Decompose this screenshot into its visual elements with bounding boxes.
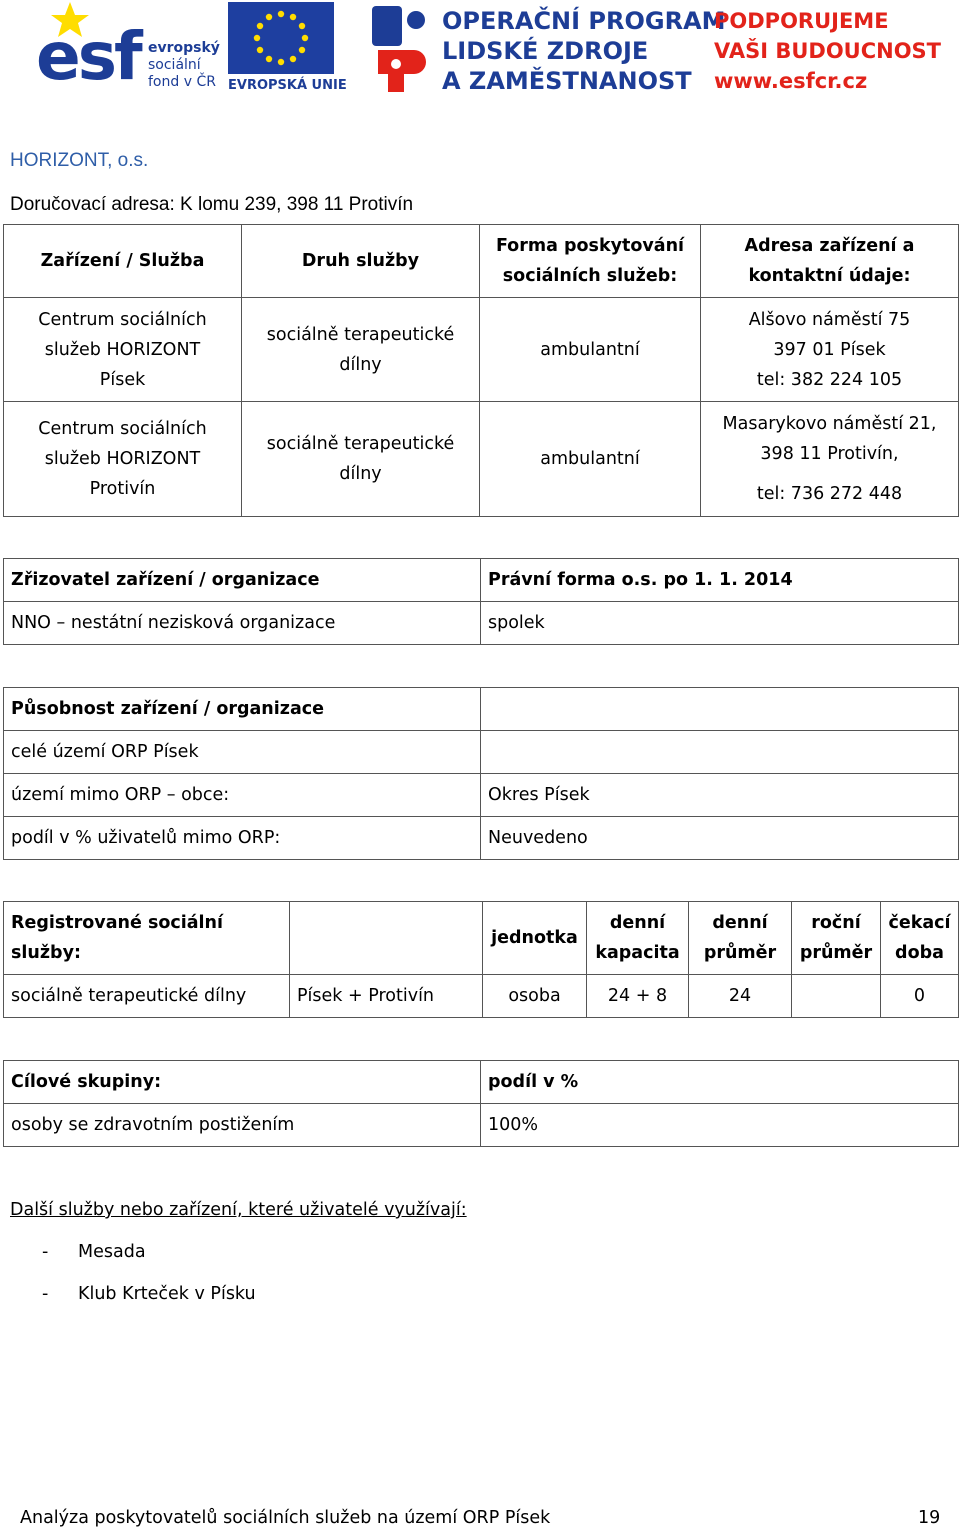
facility-line: Protivín — [89, 479, 156, 499]
slogan-line1: PODPORUJEME — [714, 9, 889, 33]
op-line1: OPERAČNÍ PROGRAM — [442, 7, 726, 35]
services-header-daily-capacity — [587, 902, 689, 975]
founder-value: NNO – nestátní nezisková organizace — [4, 602, 481, 645]
scope-value: Neuvedeno — [481, 817, 959, 860]
facility-line: Písek — [99, 369, 146, 390]
scope-table — [3, 687, 959, 860]
esf-line2: sociální — [148, 57, 201, 73]
header-line: roční — [811, 913, 861, 933]
service-unit: osoba — [483, 975, 587, 1018]
header-line: průměr — [799, 943, 873, 963]
op-figure-icon — [368, 2, 430, 94]
services-header-waiting-time — [881, 902, 959, 975]
service-waiting-time: 0 — [881, 975, 959, 1018]
header-form: Forma poskytování sociálních služeb: — [480, 225, 701, 298]
scope-label: celé území ORP Písek — [4, 731, 481, 774]
service-type-line: sociálně terapeutické — [266, 324, 455, 345]
services-header-unit: jednotka — [483, 902, 587, 975]
list-item: Mesada — [78, 1242, 146, 1262]
target-groups-table — [3, 1060, 959, 1147]
target-group: osoby se zdravotním postižením — [4, 1104, 481, 1147]
header-line: průměr — [703, 943, 777, 963]
target-share-header: podíl v % — [481, 1061, 959, 1104]
service-type-line: dílny — [339, 354, 382, 375]
scope-value: Okres Písek — [481, 774, 959, 817]
form-cell: ambulantní — [480, 402, 701, 517]
scope-label: podíl v % uživatelů mimo ORP: — [4, 817, 481, 860]
service-annual-average — [792, 975, 881, 1018]
table-row — [4, 402, 959, 517]
eu-text: EVROPSKÁ UNIE — [228, 78, 347, 93]
organization-name: HORIZONT, o.s. — [10, 150, 149, 171]
organization-address: Doručovací adresa: K lomu 239, 398 11 Protivín — [10, 194, 414, 215]
scope-label: území mimo ORP – obce: — [4, 774, 481, 817]
slogan-line2: VAŠI BUDOUCNOST — [714, 39, 942, 63]
contact-cell — [701, 402, 959, 517]
services-header-empty — [290, 902, 483, 975]
header-line: doba — [895, 943, 944, 963]
header-line: čekací — [888, 913, 951, 933]
header-facility: Zařízení / Služba — [4, 225, 242, 298]
legal-form-value: spolek — [481, 602, 959, 645]
services-header-title: Registrované sociální služby: — [4, 902, 290, 975]
facility-line: Centrum sociálních — [38, 419, 207, 439]
service-daily-capacity: 24 + 8 — [587, 975, 689, 1018]
scope-header-empty — [481, 688, 959, 731]
service-daily-average: 24 — [689, 975, 792, 1018]
service-type-line: sociálně terapeutické — [266, 434, 455, 454]
header-line: kapacita — [595, 943, 680, 963]
form-cell: ambulantní — [480, 298, 701, 402]
table-row — [4, 975, 959, 1018]
contact-line: tel: 736 272 448 — [756, 484, 903, 504]
contact-line: Masarykovo náměstí 21, — [722, 414, 937, 434]
header-contact: Adresa zařízení a kontaktní údaje: — [701, 225, 959, 298]
op-line2: LIDSKÉ ZDROJE — [442, 37, 649, 65]
table-row — [4, 731, 959, 774]
contact-line: 397 01 Písek — [773, 339, 886, 360]
scope-value — [481, 731, 959, 774]
services-header-daily-average — [689, 902, 792, 975]
esf-line3: fond v ČR — [148, 74, 216, 90]
service-type-cell — [242, 402, 480, 517]
founder-table — [3, 558, 959, 645]
target-groups-header: Cílové skupiny: — [4, 1061, 481, 1104]
slogan-logo — [714, 2, 954, 96]
contact-cell — [701, 298, 959, 402]
table-row — [4, 298, 959, 402]
services-header-annual-average — [792, 902, 881, 975]
target-share: 100% — [481, 1104, 959, 1147]
other-services-heading: Další služby nebo zařízení, které uživatelé využívají: — [10, 1200, 467, 1220]
services-table — [3, 901, 959, 1018]
facility-line: služeb HORIZONT — [44, 339, 201, 360]
slogan-url: www.esfcr.cz — [714, 69, 868, 93]
op-line3: A ZAMĚSTNANOST — [442, 67, 692, 95]
service-location: Písek + Protivín — [290, 975, 483, 1018]
esf-wordmark: esf — [36, 18, 140, 95]
header-line: denní — [609, 913, 666, 933]
facilities-header-row — [4, 225, 959, 298]
facility-line: Centrum sociálních — [38, 309, 207, 330]
legal-form-header: Právní forma o.s. po 1. 1. 2014 — [481, 559, 959, 602]
contact-line: tel: 382 224 105 — [756, 369, 903, 390]
footer-text: Analýza poskytovatelů sociálních služeb na území ORP Písek — [20, 1508, 551, 1528]
op-logo — [368, 2, 726, 96]
table-row — [4, 1104, 959, 1147]
facilities-table — [3, 224, 959, 517]
facility-line: služeb HORIZONT — [44, 449, 201, 469]
table-row — [4, 817, 959, 860]
header-service-type: Druh služby — [242, 225, 480, 298]
bullet-marker: - — [42, 1284, 49, 1304]
header-line: denní — [712, 913, 768, 933]
page-number: 19 — [918, 1508, 941, 1528]
contact-line: 398 11 Protivín, — [760, 444, 899, 464]
contact-line: Alšovo náměstí 75 — [748, 309, 911, 330]
service-type-line: dílny — [339, 464, 382, 484]
footer-divider — [0, 1498, 960, 1499]
esf-logo — [36, 0, 226, 96]
service-name: sociálně terapeutické dílny — [4, 975, 290, 1018]
founder-header: Zřizovatel zařízení / organizace — [4, 559, 481, 602]
bullet-marker: - — [42, 1242, 49, 1262]
scope-header: Působnost zařízení / organizace — [4, 688, 481, 731]
esf-line1: evropský — [148, 40, 220, 56]
list-item: Klub Krteček v Písku — [78, 1284, 256, 1304]
facility-cell — [4, 402, 242, 517]
facility-cell — [4, 298, 242, 402]
eu-logo — [228, 2, 347, 94]
table-row — [4, 774, 959, 817]
eu-flag-icon — [228, 2, 334, 74]
service-type-cell — [242, 298, 480, 402]
